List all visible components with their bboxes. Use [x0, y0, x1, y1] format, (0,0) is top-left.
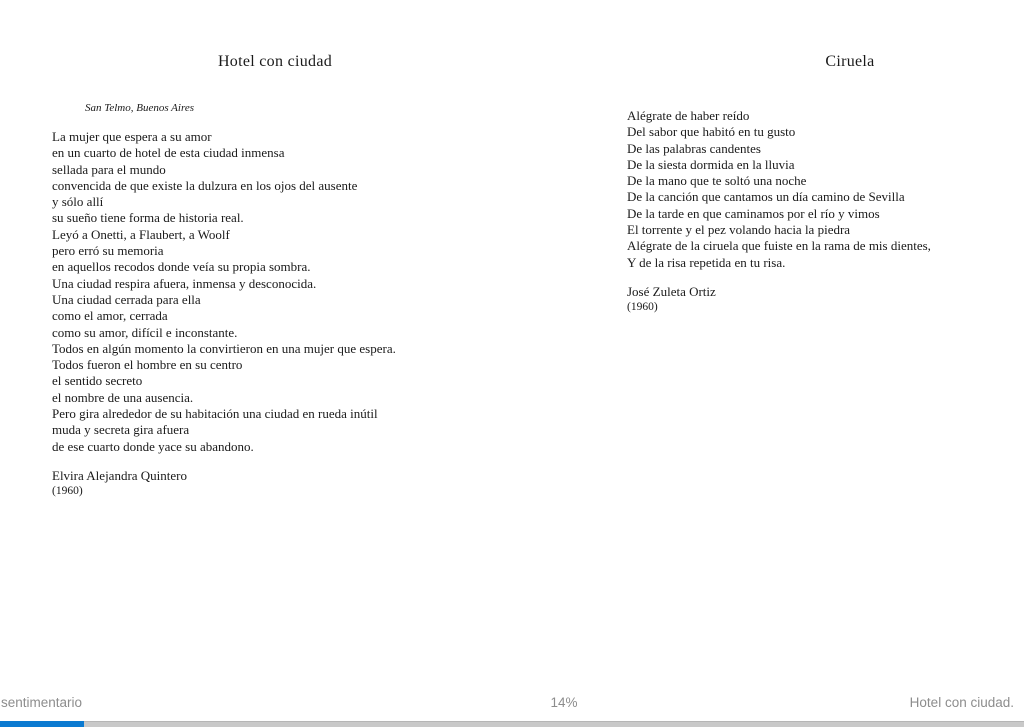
- footer-book-title: sentimentario: [1, 695, 83, 710]
- footer-bar: [0, 688, 1024, 721]
- poem-line: Todos fueron el hombre en su centro: [52, 357, 243, 373]
- attribution-left: [52, 468, 498, 498]
- poem-title-right: Ciruela: [825, 53, 875, 70]
- poem-author-left: Elvira Alejandra Quintero: [52, 467, 188, 483]
- poem-line: su sueño tiene forma de historia real.: [52, 210, 244, 226]
- poem-line: Todos en algún momento la convirtieron en una mujer que espera.: [52, 340, 396, 356]
- poem-line: en un cuarto de hotel de esta ciudad inmensa: [52, 145, 285, 161]
- poem-line: Una ciudad respira afuera, inmensa y desconocida.: [52, 275, 317, 291]
- poem-line: en aquellos recodos donde veía su propia sombra.: [52, 259, 311, 275]
- footer-progress-percent: 14%: [550, 695, 578, 710]
- poem-author-right: José Zuleta Ortiz: [627, 283, 716, 299]
- poem-line: convencida de que existe la dulzura en los ojos del ausente: [52, 177, 358, 193]
- poem-line: Leyó a Onetti, a Flaubert, a Woolf: [52, 226, 230, 242]
- poem-epigraph: San Telmo, Buenos Aires: [85, 102, 194, 114]
- poem-line: Del sabor que habitó en tu gusto: [627, 124, 796, 140]
- poem-line: y sólo allí: [52, 194, 104, 210]
- poem-line: como su amor, difícil e inconstante.: [52, 324, 238, 340]
- page-left[interactable]: [52, 0, 498, 498]
- poem-line: el sentido secreto: [52, 373, 143, 389]
- poem-year-left: (1960): [52, 484, 83, 497]
- poem-line: Una ciudad cerrada para ella: [52, 291, 201, 307]
- page-right[interactable]: [627, 0, 1024, 314]
- poem-line: de ese cuarto donde yace su abandono.: [52, 438, 254, 454]
- poem-line: El torrente y el pez volando hacia la piedra: [627, 222, 851, 238]
- reading-progress-bar[interactable]: [0, 721, 1024, 727]
- poem-body-right: [627, 108, 1024, 271]
- poem-line: sellada para el mundo: [52, 161, 166, 177]
- poem-line: Alégrate de la ciruela que fuiste en la rama de mis dientes,: [627, 238, 931, 254]
- poem-line: Pero gira alrededor de su habitación una ciudad en rueda inútil: [52, 406, 378, 422]
- poem-line: Alégrate de haber reído: [627, 108, 750, 123]
- poem-line: Y de la risa repetida en tu risa.: [627, 254, 786, 270]
- poem-line: el nombre de una ausencia.: [52, 389, 194, 405]
- poem-title-left: Hotel con ciudad: [217, 53, 333, 70]
- poem-line: muda y secreta gira afuera: [52, 422, 190, 438]
- poem-body-left: [52, 129, 498, 455]
- poem-year-right: (1960): [627, 300, 658, 313]
- footer-chapter-title: Hotel con ciudad.: [909, 695, 1014, 710]
- poem-line: La mujer que espera a su amor: [52, 129, 212, 144]
- poem-line: como el amor, cerrada: [52, 308, 168, 324]
- attribution-right: [627, 284, 1024, 314]
- poem-line: pero erró su memoria: [52, 243, 164, 259]
- poem-line: De las palabras candentes: [627, 140, 761, 156]
- poem-line: De la tarde en que caminamos por el río y vimos: [627, 205, 880, 221]
- poem-line: De la siesta dormida en la lluvia: [627, 156, 795, 172]
- poem-line: De la mano que te soltó una noche: [627, 173, 807, 189]
- reading-progress-fill: [0, 721, 84, 727]
- poem-line: De la canción que cantamos un día camino de Sevilla: [627, 189, 905, 205]
